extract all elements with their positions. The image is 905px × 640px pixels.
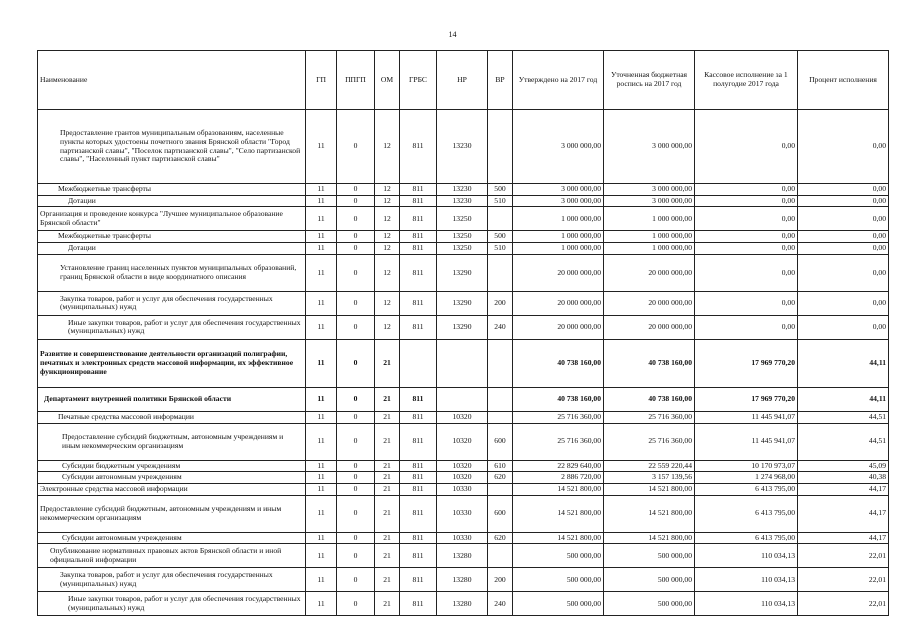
- cell-om: 21: [375, 544, 400, 568]
- cell-nr: 10330: [437, 495, 488, 532]
- cell-percent: 40,38: [798, 472, 889, 484]
- cell-ppgp: 0: [337, 291, 375, 315]
- table-row: [38, 243, 889, 255]
- header-nr: НР: [437, 51, 488, 110]
- cell-vr: 500: [488, 184, 513, 196]
- cell-name: Предоставление субсидий бюджетным, автономным учреждениям и иным некоммерческим организациям: [38, 423, 306, 460]
- cell-cash: 0,00: [695, 110, 798, 184]
- cell-om: 21: [375, 472, 400, 484]
- cell-om: 12: [375, 110, 400, 184]
- cell-cash: 0,00: [695, 195, 798, 207]
- cell-name: Межбюджетные трансферты: [38, 184, 306, 196]
- cell-nr: 13280: [437, 592, 488, 616]
- table-row: [38, 254, 889, 291]
- cell-nr: 13290: [437, 315, 488, 339]
- cell-ppgp: 0: [337, 387, 375, 411]
- cell-name: Закупка товаров, работ и услуг для обеспечения государственных (муниципальных) нужд: [38, 568, 306, 592]
- header-gp: ГП: [306, 51, 337, 110]
- cell-om: 12: [375, 254, 400, 291]
- table-row: [38, 207, 889, 231]
- cell-gp: 11: [306, 568, 337, 592]
- cell-refined: 20 000 000,00: [604, 291, 695, 315]
- cell-vr: 620: [488, 472, 513, 484]
- cell-nr: 13250: [437, 243, 488, 255]
- cell-ppgp: 0: [337, 460, 375, 472]
- cell-vr: 600: [488, 423, 513, 460]
- cell-refined: 25 716 360,00: [604, 423, 695, 460]
- cell-cash: 110 034,13: [695, 568, 798, 592]
- cell-vr: 510: [488, 243, 513, 255]
- cell-cash: 10 170 973,07: [695, 460, 798, 472]
- cell-approved: 40 738 160,00: [513, 339, 604, 387]
- cell-grbs: 811: [400, 315, 437, 339]
- cell-grbs: 811: [400, 568, 437, 592]
- cell-om: 21: [375, 411, 400, 423]
- cell-vr: [488, 339, 513, 387]
- cell-approved: 1 000 000,00: [513, 231, 604, 243]
- cell-refined: 40 738 160,00: [604, 387, 695, 411]
- cell-ppgp: 0: [337, 207, 375, 231]
- header-grbs: ГРБС: [400, 51, 437, 110]
- cell-refined: 500 000,00: [604, 568, 695, 592]
- cell-grbs: 811: [400, 195, 437, 207]
- cell-percent: 45,09: [798, 460, 889, 472]
- cell-cash: 6 413 795,00: [695, 495, 798, 532]
- cell-ppgp: 0: [337, 544, 375, 568]
- cell-om: 21: [375, 423, 400, 460]
- cell-percent: 0,00: [798, 243, 889, 255]
- table-row: [38, 544, 889, 568]
- cell-vr: [488, 411, 513, 423]
- cell-approved: 3 000 000,00: [513, 195, 604, 207]
- cell-gp: 11: [306, 291, 337, 315]
- cell-name: Дотации: [38, 243, 306, 255]
- cell-refined: 22 559 220,44: [604, 460, 695, 472]
- table-row: [38, 387, 889, 411]
- cell-name: Предоставление грантов муниципальным образованиям, населенные пункты которых удостоены почетного звания Брянской области "Город партизанской славы", "Поселок партизанской славы", "Село партизанской славы", "Населенный пункт партизанской славы": [38, 110, 306, 184]
- cell-grbs: 811: [400, 484, 437, 496]
- cell-vr: 620: [488, 532, 513, 544]
- cell-om: 21: [375, 495, 400, 532]
- cell-grbs: [400, 339, 437, 387]
- cell-cash: 11 445 941,07: [695, 411, 798, 423]
- cell-refined: 25 716 360,00: [604, 411, 695, 423]
- cell-cash: 0,00: [695, 254, 798, 291]
- cell-om: 12: [375, 291, 400, 315]
- cell-om: 21: [375, 592, 400, 616]
- cell-refined: 1 000 000,00: [604, 243, 695, 255]
- cell-name: Субсидии бюджетным учреждениям: [38, 460, 306, 472]
- cell-cash: 11 445 941,07: [695, 423, 798, 460]
- cell-percent: 44,17: [798, 532, 889, 544]
- cell-name: Иные закупки товаров, работ и услуг для обеспечения государственных (муниципальных) нужд: [38, 315, 306, 339]
- header-vr: ВР: [488, 51, 513, 110]
- cell-grbs: 811: [400, 423, 437, 460]
- cell-nr: 13290: [437, 254, 488, 291]
- table-row: [38, 592, 889, 616]
- cell-name: Электронные средства массовой информации: [38, 484, 306, 496]
- table-row: [38, 184, 889, 196]
- cell-ppgp: 0: [337, 243, 375, 255]
- cell-approved: 20 000 000,00: [513, 254, 604, 291]
- header-om: ОМ: [375, 51, 400, 110]
- cell-gp: 11: [306, 207, 337, 231]
- cell-name: Развитие и совершенствование деятельности организаций полиграфии, печатных и электронных средств массовой информации, их эффективное функционирование: [38, 339, 306, 387]
- header-row: [38, 51, 889, 110]
- cell-name: Департамент внутренней политики Брянской области: [38, 387, 306, 411]
- cell-gp: 11: [306, 484, 337, 496]
- cell-percent: 44,11: [798, 339, 889, 387]
- cell-gp: 11: [306, 411, 337, 423]
- cell-grbs: 811: [400, 532, 437, 544]
- cell-ppgp: 0: [337, 592, 375, 616]
- cell-approved: 500 000,00: [513, 544, 604, 568]
- cell-percent: 44,51: [798, 423, 889, 460]
- cell-nr: [437, 339, 488, 387]
- page-number: 14: [448, 30, 457, 39]
- cell-grbs: 811: [400, 291, 437, 315]
- cell-percent: 0,00: [798, 231, 889, 243]
- cell-cash: 0,00: [695, 184, 798, 196]
- cell-cash: 17 969 770,20: [695, 387, 798, 411]
- cell-grbs: 811: [400, 472, 437, 484]
- cell-approved: 22 829 640,00: [513, 460, 604, 472]
- table-row: [38, 195, 889, 207]
- table-row: [38, 484, 889, 496]
- header-cash: Кассовое исполнение за 1 полугодие 2017 года: [695, 51, 798, 110]
- cell-approved: 14 521 800,00: [513, 532, 604, 544]
- cell-vr: 240: [488, 315, 513, 339]
- cell-nr: 10320: [437, 411, 488, 423]
- cell-approved: 14 521 800,00: [513, 484, 604, 496]
- cell-ppgp: 0: [337, 231, 375, 243]
- header-approved: Утверждено на 2017 год: [513, 51, 604, 110]
- budget-table: [37, 50, 889, 616]
- cell-gp: 11: [306, 339, 337, 387]
- header-ppgp: ППГП: [337, 51, 375, 110]
- cell-cash: 110 034,13: [695, 544, 798, 568]
- cell-refined: 14 521 800,00: [604, 484, 695, 496]
- cell-grbs: 811: [400, 243, 437, 255]
- cell-name: Печатные средства массовой информации: [38, 411, 306, 423]
- cell-percent: 0,00: [798, 315, 889, 339]
- table-row: [38, 339, 889, 387]
- cell-approved: 500 000,00: [513, 568, 604, 592]
- cell-grbs: 811: [400, 110, 437, 184]
- cell-name: Предоставление субсидий бюджетным, автономным учреждениям и иным некоммерческим организациям: [38, 495, 306, 532]
- cell-gp: 11: [306, 544, 337, 568]
- cell-approved: 40 738 160,00: [513, 387, 604, 411]
- cell-nr: [437, 387, 488, 411]
- cell-gp: 11: [306, 460, 337, 472]
- cell-name: Закупка товаров, работ и услуг для обеспечения государственных (муниципальных) нужд: [38, 291, 306, 315]
- header-name: Наименование: [38, 51, 306, 110]
- cell-grbs: 811: [400, 592, 437, 616]
- cell-refined: 3 157 139,56: [604, 472, 695, 484]
- cell-name: Организация и проведение конкурса "Лучшее муниципальное образование Брянской области": [38, 207, 306, 231]
- cell-ppgp: 0: [337, 568, 375, 592]
- table-row: [38, 411, 889, 423]
- cell-vr: 200: [488, 568, 513, 592]
- cell-om: 21: [375, 568, 400, 592]
- cell-vr: 510: [488, 195, 513, 207]
- cell-vr: [488, 207, 513, 231]
- cell-percent: 0,00: [798, 184, 889, 196]
- cell-grbs: 811: [400, 231, 437, 243]
- cell-percent: 0,00: [798, 254, 889, 291]
- cell-refined: 1 000 000,00: [604, 207, 695, 231]
- table-row: [38, 315, 889, 339]
- cell-ppgp: 0: [337, 423, 375, 460]
- cell-name: Субсидии автономным учреждениям: [38, 472, 306, 484]
- cell-cash: 6 413 795,00: [695, 532, 798, 544]
- cell-grbs: 811: [400, 544, 437, 568]
- cell-approved: 25 716 360,00: [513, 423, 604, 460]
- cell-ppgp: 0: [337, 411, 375, 423]
- cell-vr: 610: [488, 460, 513, 472]
- cell-ppgp: 0: [337, 254, 375, 291]
- cell-om: 12: [375, 231, 400, 243]
- cell-gp: 11: [306, 532, 337, 544]
- table-row: [38, 532, 889, 544]
- cell-ppgp: 0: [337, 195, 375, 207]
- cell-gp: 11: [306, 387, 337, 411]
- cell-grbs: 811: [400, 411, 437, 423]
- table-row: [38, 291, 889, 315]
- cell-approved: 25 716 360,00: [513, 411, 604, 423]
- cell-gp: 11: [306, 195, 337, 207]
- header-percent: Процент исполнения: [798, 51, 889, 110]
- table-row: [38, 472, 889, 484]
- cell-om: 12: [375, 243, 400, 255]
- cell-name: Субсидии автономным учреждениям: [38, 532, 306, 544]
- cell-approved: 14 521 800,00: [513, 495, 604, 532]
- cell-vr: 240: [488, 592, 513, 616]
- cell-gp: 11: [306, 423, 337, 460]
- cell-approved: 500 000,00: [513, 592, 604, 616]
- cell-approved: 3 000 000,00: [513, 184, 604, 196]
- cell-refined: 1 000 000,00: [604, 231, 695, 243]
- cell-grbs: 811: [400, 387, 437, 411]
- cell-refined: 20 000 000,00: [604, 254, 695, 291]
- cell-nr: 13250: [437, 207, 488, 231]
- table-row: [38, 460, 889, 472]
- cell-percent: 0,00: [798, 291, 889, 315]
- cell-om: 21: [375, 339, 400, 387]
- cell-percent: 22,01: [798, 568, 889, 592]
- cell-refined: 500 000,00: [604, 544, 695, 568]
- cell-cash: 0,00: [695, 315, 798, 339]
- cell-cash: 0,00: [695, 243, 798, 255]
- cell-grbs: 811: [400, 495, 437, 532]
- cell-nr: 13280: [437, 544, 488, 568]
- cell-gp: 11: [306, 592, 337, 616]
- cell-name: Опубликование нормативных правовых актов Брянской области и иной официальной информации: [38, 544, 306, 568]
- cell-percent: 22,01: [798, 592, 889, 616]
- cell-refined: 14 521 800,00: [604, 532, 695, 544]
- cell-approved: 1 000 000,00: [513, 207, 604, 231]
- cell-percent: 22,01: [798, 544, 889, 568]
- cell-name: Межбюджетные трансферты: [38, 231, 306, 243]
- cell-percent: 0,00: [798, 110, 889, 184]
- cell-om: 21: [375, 387, 400, 411]
- cell-vr: [488, 254, 513, 291]
- cell-gp: 11: [306, 184, 337, 196]
- cell-ppgp: 0: [337, 495, 375, 532]
- cell-nr: 13250: [437, 231, 488, 243]
- cell-refined: 3 000 000,00: [604, 195, 695, 207]
- cell-ppgp: 0: [337, 339, 375, 387]
- table-row: [38, 568, 889, 592]
- cell-name: Дотации: [38, 195, 306, 207]
- cell-om: 21: [375, 460, 400, 472]
- cell-percent: 44,51: [798, 411, 889, 423]
- cell-ppgp: 0: [337, 184, 375, 196]
- cell-vr: [488, 387, 513, 411]
- table-row: [38, 231, 889, 243]
- cell-percent: 0,00: [798, 195, 889, 207]
- cell-approved: 1 000 000,00: [513, 243, 604, 255]
- cell-vr: 200: [488, 291, 513, 315]
- cell-nr: 13230: [437, 195, 488, 207]
- cell-cash: 1 274 968,00: [695, 472, 798, 484]
- cell-percent: 0,00: [798, 207, 889, 231]
- cell-nr: 13230: [437, 110, 488, 184]
- cell-gp: 11: [306, 110, 337, 184]
- cell-approved: 20 000 000,00: [513, 291, 604, 315]
- cell-grbs: 811: [400, 460, 437, 472]
- cell-vr: [488, 110, 513, 184]
- cell-cash: 17 969 770,20: [695, 339, 798, 387]
- cell-nr: 10330: [437, 532, 488, 544]
- cell-om: 21: [375, 484, 400, 496]
- cell-refined: 3 000 000,00: [604, 110, 695, 184]
- cell-vr: 600: [488, 495, 513, 532]
- cell-vr: [488, 544, 513, 568]
- table-row: [38, 110, 889, 184]
- cell-approved: 20 000 000,00: [513, 315, 604, 339]
- cell-nr: 10320: [437, 423, 488, 460]
- cell-om: 12: [375, 195, 400, 207]
- cell-percent: 44,17: [798, 495, 889, 532]
- cell-gp: 11: [306, 495, 337, 532]
- cell-om: 21: [375, 532, 400, 544]
- cell-percent: 44,17: [798, 484, 889, 496]
- cell-name: Иные закупки товаров, работ и услуг для обеспечения государственных (муниципальных) нужд: [38, 592, 306, 616]
- cell-nr: 10320: [437, 472, 488, 484]
- cell-ppgp: 0: [337, 532, 375, 544]
- cell-ppgp: 0: [337, 315, 375, 339]
- cell-ppgp: 0: [337, 472, 375, 484]
- cell-refined: 20 000 000,00: [604, 315, 695, 339]
- table-row: [38, 423, 889, 460]
- cell-nr: 10320: [437, 460, 488, 472]
- cell-refined: 3 000 000,00: [604, 184, 695, 196]
- cell-cash: 0,00: [695, 231, 798, 243]
- cell-om: 12: [375, 207, 400, 231]
- cell-om: 12: [375, 315, 400, 339]
- cell-grbs: 811: [400, 254, 437, 291]
- cell-cash: 110 034,13: [695, 592, 798, 616]
- cell-om: 12: [375, 184, 400, 196]
- cell-gp: 11: [306, 254, 337, 291]
- cell-cash: 0,00: [695, 291, 798, 315]
- cell-nr: 10330: [437, 484, 488, 496]
- header-refined: Уточненная бюджетная роспись на 2017 год: [604, 51, 695, 110]
- cell-nr: 13230: [437, 184, 488, 196]
- cell-cash: 0,00: [695, 207, 798, 231]
- cell-cash: 6 413 795,00: [695, 484, 798, 496]
- table-row: [38, 495, 889, 532]
- cell-gp: 11: [306, 231, 337, 243]
- cell-gp: 11: [306, 315, 337, 339]
- cell-ppgp: 0: [337, 484, 375, 496]
- cell-grbs: 811: [400, 207, 437, 231]
- cell-ppgp: 0: [337, 110, 375, 184]
- cell-percent: 44,11: [798, 387, 889, 411]
- cell-name: Установление границ населенных пунктов муниципальных образований, границ Брянской области в виде координатного описания: [38, 254, 306, 291]
- cell-vr: 500: [488, 231, 513, 243]
- cell-refined: 40 738 160,00: [604, 339, 695, 387]
- cell-refined: 500 000,00: [604, 592, 695, 616]
- cell-approved: 3 000 000,00: [513, 110, 604, 184]
- cell-nr: 13280: [437, 568, 488, 592]
- cell-approved: 2 886 720,00: [513, 472, 604, 484]
- cell-gp: 11: [306, 472, 337, 484]
- cell-grbs: 811: [400, 184, 437, 196]
- cell-vr: [488, 484, 513, 496]
- cell-gp: 11: [306, 243, 337, 255]
- cell-nr: 13290: [437, 291, 488, 315]
- cell-refined: 14 521 800,00: [604, 495, 695, 532]
